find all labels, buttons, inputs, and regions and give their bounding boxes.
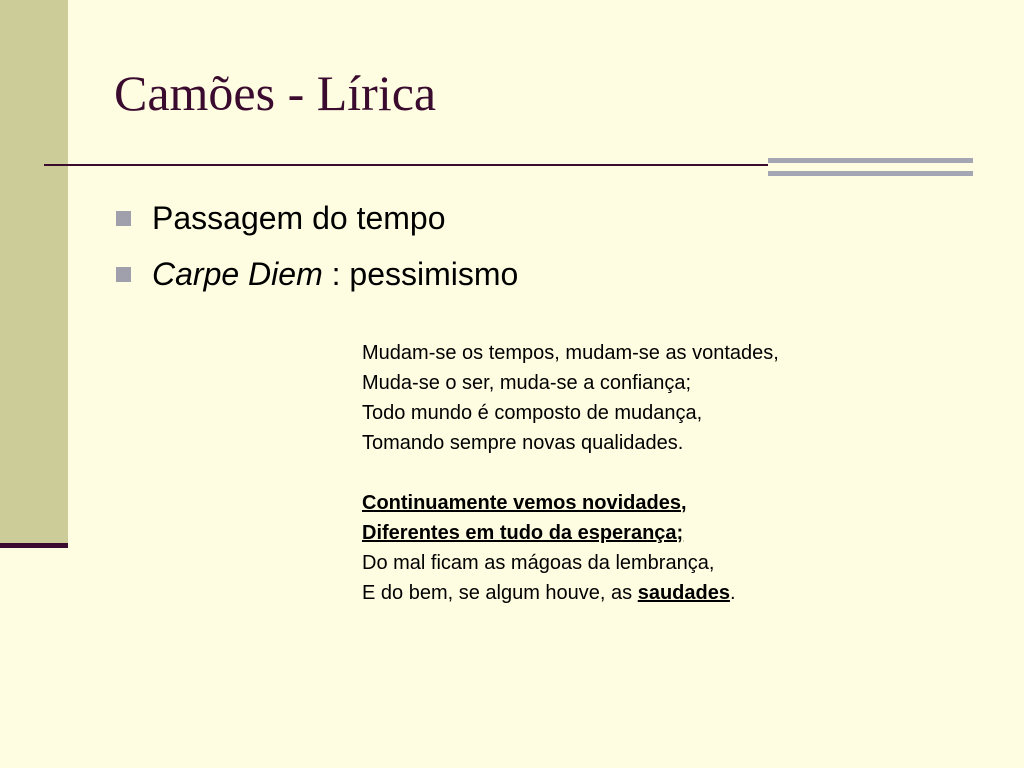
poem-line: Mudam-se os tempos, mudam-se as vontades,	[362, 342, 779, 364]
bullet-emphasis: Carpe Diem	[152, 255, 323, 292]
bullet-text: : pessimismo	[322, 255, 519, 292]
decor-bar-top	[768, 158, 973, 163]
bullet-square-icon	[116, 211, 131, 226]
poem-line: Muda-se o ser, muda-se a confiança;	[362, 372, 692, 394]
poem-block	[362, 338, 779, 608]
stanza-gap	[362, 458, 779, 488]
bullet-list	[116, 190, 518, 302]
bullet-item	[116, 246, 518, 302]
decor-gray-bars	[768, 158, 973, 176]
poem-line: Do mal ficam as mágoas da lembrança,	[362, 552, 715, 574]
poem-line-last	[362, 578, 779, 608]
poem-keyword-saudades: saudades	[637, 582, 730, 604]
poem-emphasis-text: Continuamente vemos novidades,	[362, 492, 687, 514]
bullet-text-line	[152, 256, 518, 293]
poem-text: .	[729, 582, 736, 604]
title-divider	[44, 164, 768, 166]
poem-text: E do bem, se algum houve, as	[362, 582, 638, 604]
poem-line: Todo mundo é composto de mudança,	[362, 402, 703, 424]
side-decor-underline	[0, 543, 68, 548]
side-decor-band	[0, 0, 68, 545]
bullet-square-icon	[116, 267, 131, 282]
bullet-text: Passagem do tempo	[152, 199, 446, 236]
bullet-item	[116, 190, 518, 246]
poem-line-emphasis	[362, 518, 779, 548]
poem-emphasis-text: Diferentes em tudo da esperança;	[362, 522, 684, 544]
poem-line-emphasis	[362, 488, 779, 518]
decor-bar-bottom	[768, 171, 973, 176]
poem-line: Tomando sempre novas qualidades.	[362, 432, 684, 454]
slide-title: Camões - Lírica	[114, 65, 437, 121]
